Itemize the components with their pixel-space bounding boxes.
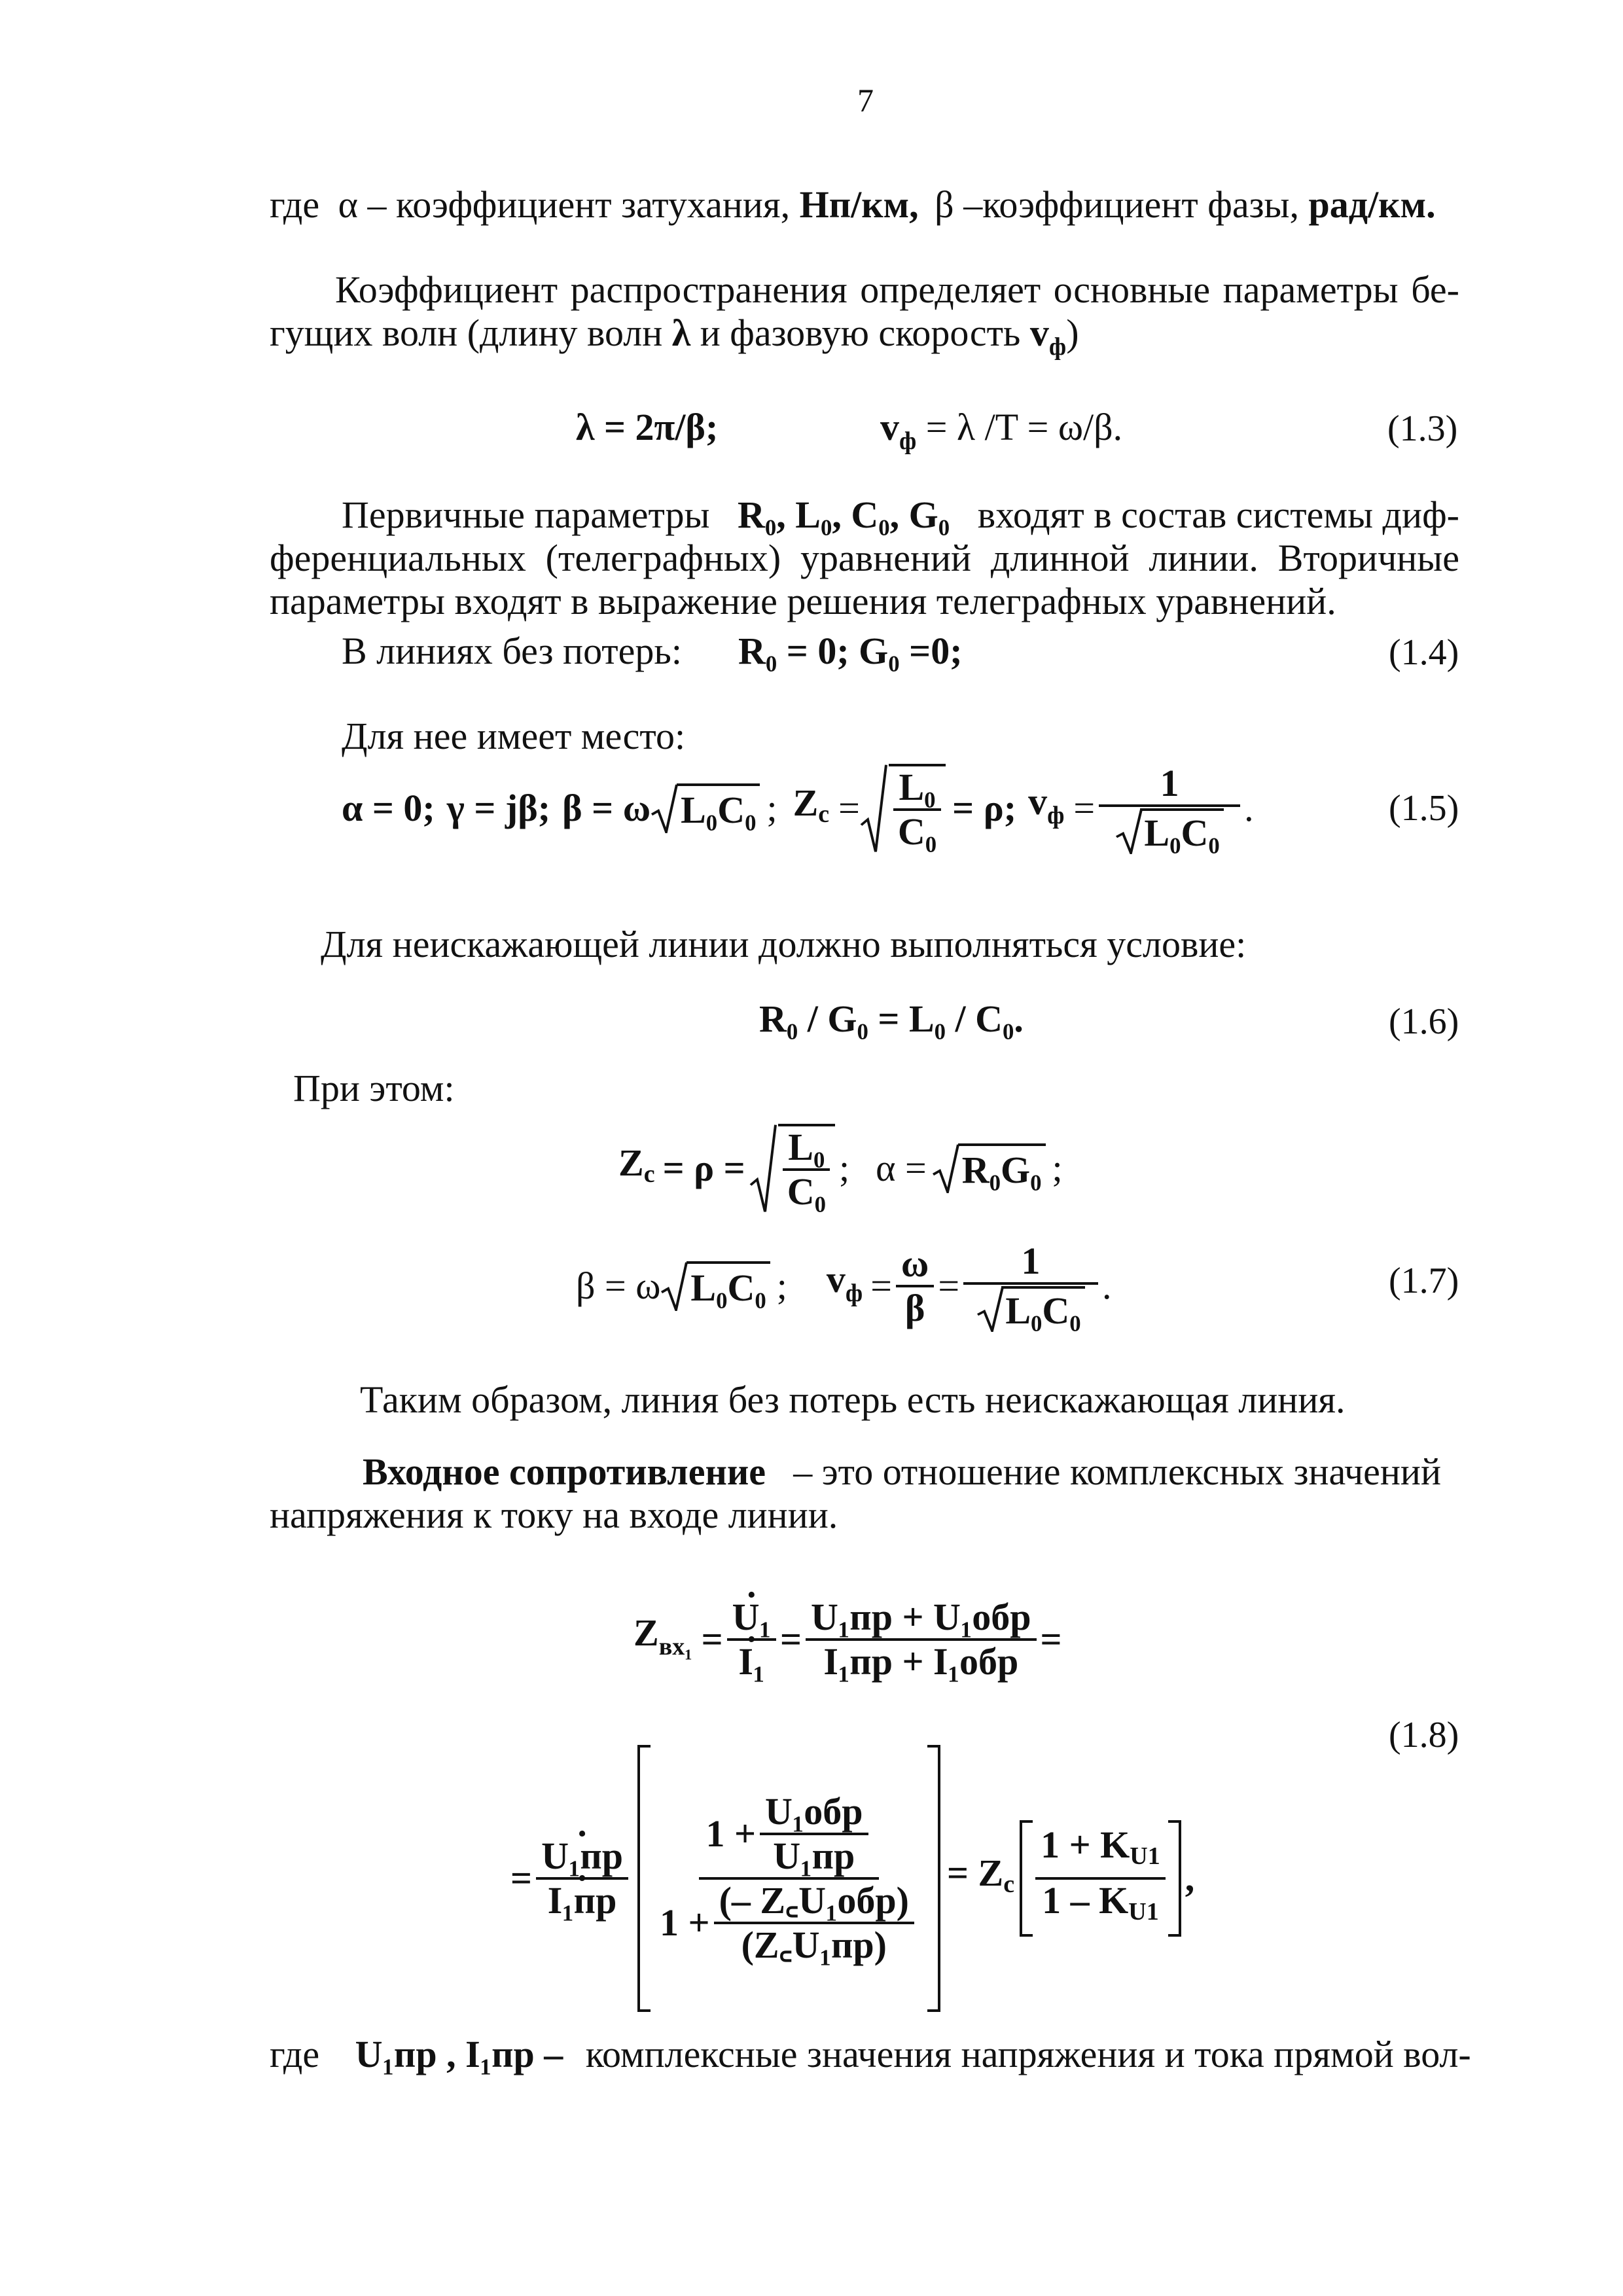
period: . xyxy=(1244,787,1254,829)
text: – это отношение комплексных значений xyxy=(793,1450,1441,1493)
zc-symbol: Zc xyxy=(793,781,830,828)
right-bracket xyxy=(1168,1820,1181,1937)
gamma-expr: γ = jβ; xyxy=(446,787,551,829)
denominator: C₀ xyxy=(787,1170,826,1213)
text-line: Коэффициент распространения определяет основные параметры бе- xyxy=(335,268,1459,311)
numerator: · U₁ xyxy=(727,1596,776,1641)
conclusion-text: Таким образом, линия без потерь есть неискажающая линия. xyxy=(360,1378,1346,1421)
numerator: L₀ xyxy=(783,1126,830,1171)
equals: = xyxy=(779,1618,802,1660)
sqrt-fraction xyxy=(860,764,946,853)
text: где xyxy=(270,2033,320,2075)
equation-1-6: R₀ / G₀ = L₀ / C₀. xyxy=(759,997,1024,1040)
fraction xyxy=(1099,762,1240,855)
equation-1-3 xyxy=(576,404,718,450)
beta-expr: β = ω xyxy=(562,787,651,829)
v-symbol: v xyxy=(880,406,899,448)
equation-number: (1.8) xyxy=(1389,1715,1459,1755)
equation-number: (1.3) xyxy=(1387,408,1458,449)
equation-1-8-line2 xyxy=(510,1741,1194,2016)
period: . xyxy=(1102,1265,1112,1307)
denominator: L₀C₀ xyxy=(1110,807,1228,855)
denominator: L₀C₀ xyxy=(971,1285,1090,1333)
equals: = xyxy=(870,1265,892,1307)
text: Первичные параметры xyxy=(342,493,710,536)
equation-1-7-line1 xyxy=(618,1113,1063,1224)
lossless-equation: R₀ = 0; G₀ =0; xyxy=(738,630,963,672)
for-it-text: Для нее имеет место: xyxy=(342,715,686,757)
zc-symbol: Zc xyxy=(618,1141,655,1188)
sqrt-r0g0: R₀G₀ xyxy=(932,1143,1046,1193)
alpha-symbol: α xyxy=(338,183,359,226)
equation-number: (1.4) xyxy=(1389,632,1459,673)
text-line: ференциальных (телеграфных) уравнений длинной линии. Вторичные xyxy=(270,537,1459,579)
denominator: 1 – KU1 xyxy=(1042,1879,1159,1926)
text: –коэффициент фазы, xyxy=(963,183,1299,226)
equation-1-7-line2 xyxy=(576,1230,1112,1342)
left-bracket xyxy=(1020,1820,1033,1937)
params: R₀, L₀, C₀, G₀ xyxy=(738,493,950,536)
v-expr: = λ /T = ω/β. xyxy=(925,406,1123,448)
fraction-sum xyxy=(806,1596,1037,1683)
semicolon: ; xyxy=(1052,1147,1063,1189)
denominator: C₀ xyxy=(897,810,937,853)
v-symbol: $v_ф$ xyxy=(826,1257,863,1307)
semicolon: ; xyxy=(838,1147,850,1189)
text-line xyxy=(270,493,1459,537)
symbols: U₁пр , I₁пр – xyxy=(355,2033,563,2075)
zc-expr: = Zc xyxy=(947,1851,1015,1898)
primary-parameters-paragraph xyxy=(270,493,1459,623)
text: и фазовую скорость xyxy=(700,312,1021,354)
right-bracket xyxy=(927,1745,940,2012)
alpha-zero: α = 0; xyxy=(342,787,435,829)
fraction-u1-i1 xyxy=(727,1596,776,1683)
last-line xyxy=(270,2032,1471,2077)
rad-unit: рад/км. xyxy=(1308,183,1436,226)
text-line: напряжения к току на входе линии. xyxy=(270,1494,838,1536)
equals: = xyxy=(1073,787,1096,829)
left-bracket xyxy=(637,1745,651,2012)
with-this-text: При этом: xyxy=(293,1067,455,1109)
text: гущих волн (длину волн xyxy=(270,312,663,354)
alpha-beta-definition xyxy=(270,182,1436,228)
sqrt-fraction xyxy=(749,1124,835,1213)
equation-number: (1.7) xyxy=(1389,1261,1459,1301)
equals: = xyxy=(938,1265,960,1307)
semicolon: ; xyxy=(766,787,777,829)
denominator: β xyxy=(904,1287,925,1329)
v-symbol: $v_ф$ xyxy=(1028,780,1065,829)
denominator: · I₁пр xyxy=(543,1880,622,1922)
equation-1-3-right xyxy=(880,404,1122,464)
text-line: параметры входят в выражение решения телеграфных уравнений. xyxy=(270,580,1336,622)
beta-expr: β = ω xyxy=(576,1265,661,1307)
nondistort-text: Для неискажающей линии должно выполняться условие: xyxy=(321,923,1247,965)
fraction-upr-ipr xyxy=(536,1835,628,1922)
numerator: 1 + $\frac{\text{U₁обр}}{\text{U₁пр}}$ xyxy=(699,1791,878,1880)
denominator: I₁пр + I₁обр xyxy=(823,1640,1019,1683)
lossless-text: В линиях без потерь: xyxy=(342,630,682,672)
numerator: · U₁пр xyxy=(536,1835,628,1880)
numerator: L₀ xyxy=(893,766,940,811)
beta-symbol: β xyxy=(935,183,954,226)
text: ) xyxy=(1066,312,1079,354)
denominator: · I₁ xyxy=(733,1641,770,1683)
sqrt-l0c0 xyxy=(651,783,760,833)
v-symbol: $v_ф$ xyxy=(1029,312,1067,361)
fraction-omega-beta xyxy=(896,1243,934,1329)
equals: = xyxy=(510,1857,533,1899)
numerator: U₁пр + U₁обр xyxy=(806,1596,1037,1641)
alpha-expr: α = xyxy=(876,1147,927,1189)
semicolon: ; xyxy=(776,1265,787,1307)
text-line xyxy=(270,1450,1441,1494)
equation-number: (1.6) xyxy=(1389,1001,1459,1042)
page-number: 7 xyxy=(857,82,874,118)
denominator: 1 + $\frac{\text{(– Z꜀U₁обр)}}{\text{(Z꜀U₁пр)}}$ xyxy=(657,1880,921,1966)
equals: = xyxy=(701,1618,723,1660)
equals: = xyxy=(838,787,860,829)
text: где xyxy=(270,183,320,226)
big-fraction xyxy=(657,1791,921,1966)
equation-1-5 xyxy=(342,753,1254,864)
text-line xyxy=(270,312,1459,368)
text: – коэффициент затухания, xyxy=(367,183,791,226)
equation-number: (1.5) xyxy=(1389,788,1459,829)
propagation-paragraph xyxy=(270,268,1459,368)
v-subscript: ф xyxy=(899,427,917,455)
k-fraction xyxy=(1035,1824,1166,1933)
fraction xyxy=(963,1240,1098,1333)
zin-symbol: $Z_{вх_1}$ xyxy=(633,1611,692,1660)
sqrt-l0c0: L₀C₀ xyxy=(660,1261,770,1311)
numerator: ω xyxy=(896,1243,934,1287)
rho-expr: = ρ; xyxy=(952,787,1017,829)
lambda-symbol: λ xyxy=(671,312,691,354)
numerator: 1 xyxy=(1099,762,1240,807)
comma: , xyxy=(1185,1857,1195,1899)
equation-1-8-line1 xyxy=(633,1584,1062,1695)
numerator: 1 + KU1 xyxy=(1035,1824,1166,1880)
text: входят в состав системы диф- xyxy=(977,493,1459,536)
equals: = xyxy=(1040,1618,1062,1660)
rho-expr: = ρ = xyxy=(662,1147,745,1189)
input-impedance-paragraph xyxy=(270,1450,1441,1537)
radicand: L₀C₀ xyxy=(677,783,760,833)
text: комплексные значения напряжения и тока прямой вол- xyxy=(585,2033,1471,2075)
np-unit: Нп/км, xyxy=(799,183,919,226)
term: Входное сопротивление xyxy=(363,1450,766,1493)
lambda-expr: λ = 2π/β; xyxy=(576,406,719,448)
numerator: 1 xyxy=(963,1240,1098,1285)
